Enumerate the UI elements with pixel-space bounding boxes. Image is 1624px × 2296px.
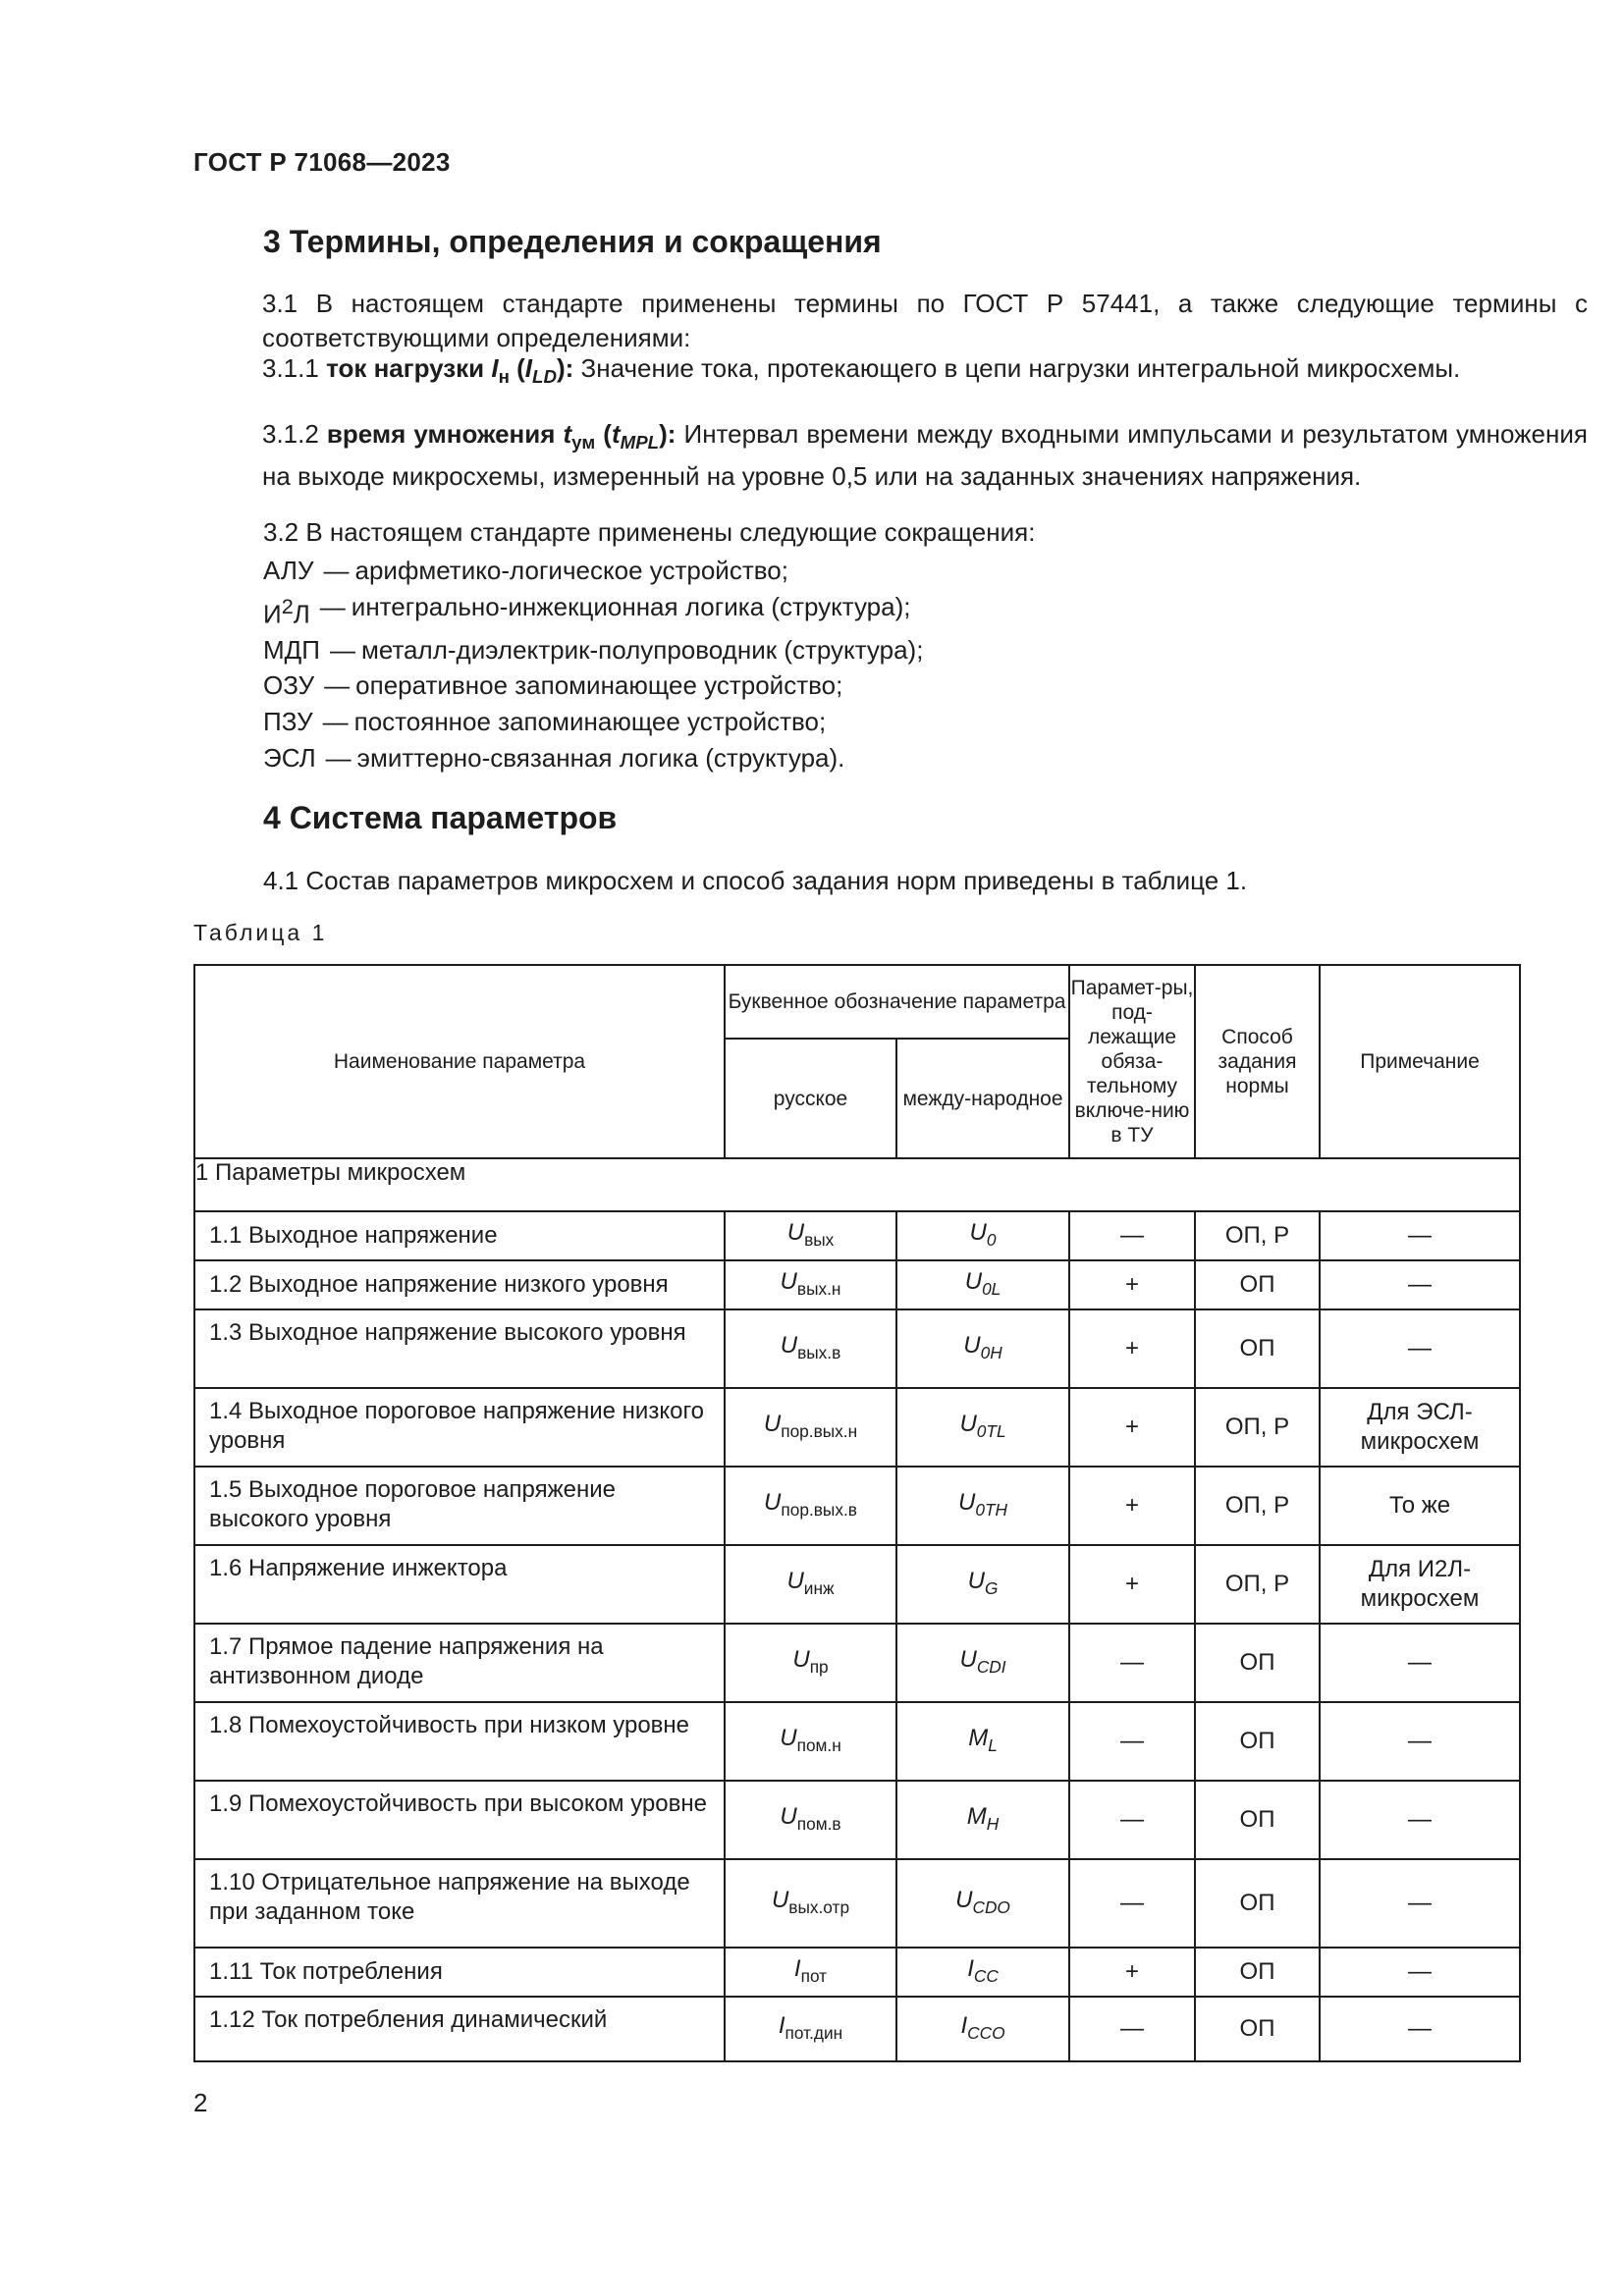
param-ru-symbol: $U_{пор.вых.н}$	[725, 1388, 896, 1467]
param-mandatory: +	[1069, 1545, 1195, 1624]
param-mandatory: +	[1069, 1260, 1195, 1309]
param-name: 1.1 Выходное напряжение	[194, 1211, 725, 1260]
param-note: —	[1320, 1781, 1520, 1859]
param-note: —	[1320, 1948, 1520, 1997]
param-ru-symbol: $U_{вых.н}$	[725, 1260, 896, 1309]
abbreviation-item: $И^2Л$ — интегрально-инжекционная логика (структура);	[263, 591, 911, 629]
table-group-row	[194, 1158, 1520, 1211]
table-row	[194, 1309, 1520, 1388]
param-mandatory: —	[1069, 1702, 1195, 1781]
table-row	[194, 1467, 1520, 1545]
paragraph-3-1: 3.1 В настоящем стандарте применены термины по ГОСТ Р 57441, а также следующие термины с соответствующими определениями:	[262, 289, 1588, 352]
param-method: ОП	[1195, 1859, 1320, 1948]
param-name: 1.10 Отрицательное напряжение на выходе при заданном токе	[194, 1859, 725, 1948]
table-row	[194, 1211, 1520, 1260]
param-ru-symbol: $U_{пр}$	[725, 1624, 896, 1702]
param-mandatory: —	[1069, 1211, 1195, 1260]
param-intl-symbol: $U_{CDI}$	[896, 1624, 1069, 1702]
param-ru-symbol: $U_{пом.н}$	[725, 1702, 896, 1781]
param-mandatory: —	[1069, 1624, 1195, 1702]
table-header-row	[194, 965, 1520, 1039]
header-name: Наименование параметра	[194, 965, 725, 1158]
param-method: ОП	[1195, 1702, 1320, 1781]
param-ru-symbol: $U_{вых.отр}$	[725, 1859, 896, 1948]
param-method: ОП	[1195, 1309, 1320, 1388]
table-row	[194, 1624, 1520, 1702]
param-intl-symbol: $U_{0TL}$	[896, 1388, 1069, 1467]
param-name: 1.12 Ток потребления динамический	[194, 1997, 725, 2061]
param-intl-symbol: $U_{0H}$	[896, 1309, 1069, 1388]
section-4-title: 4 Система параметров	[263, 800, 618, 835]
param-ru-symbol: $U_{вых}$	[725, 1211, 896, 1260]
param-mandatory: +	[1069, 1467, 1195, 1545]
abbreviation-list	[263, 553, 923, 775]
paragraph-3-2: 3.2 В настоящем стандарте применены следующие сокращения:	[263, 517, 1036, 547]
param-intl-symbol: $U_{CDO}$	[896, 1859, 1069, 1948]
paragraph-3-1-1	[193, 351, 1588, 394]
definition-text: Значение тока, протекающего в цепи нагрузки интегральной микросхемы.	[580, 353, 1461, 383]
table-row	[194, 1781, 1520, 1859]
param-intl-symbol: $I_{CCO}$	[896, 1997, 1069, 2061]
header-international: между-народное	[896, 1039, 1069, 1158]
param-method: ОП, Р	[1195, 1211, 1320, 1260]
param-ru-symbol: $U_{вых.в}$	[725, 1309, 896, 1388]
param-intl-symbol: $M_H$	[896, 1781, 1069, 1859]
param-intl-symbol: $U_{0L}$	[896, 1260, 1069, 1309]
param-note: —	[1320, 1859, 1520, 1948]
param-intl-symbol: $I_{CC}$	[896, 1948, 1069, 1997]
clause-number: 3.1.1	[262, 353, 319, 383]
abbreviation-item: АЛУ — арифметико-логическое устройство;	[263, 556, 788, 585]
page-number: 2	[193, 2088, 208, 2117]
param-method: ОП, Р	[1195, 1545, 1320, 1624]
abbreviation-item: ЭСЛ — эмиттерно-связанная логика (структура).	[263, 742, 845, 773]
param-mandatory: —	[1069, 1997, 1195, 2061]
parameters-table	[193, 964, 1521, 2062]
param-method: ОП	[1195, 1624, 1320, 1702]
param-note: —	[1320, 1260, 1520, 1309]
param-method: ОП, Р	[1195, 1388, 1320, 1467]
param-name: 1.6 Напряжение инжектора	[194, 1545, 725, 1624]
param-name: 1.7 Прямое падение напряжения на антизвонном диоде	[194, 1624, 725, 1702]
param-name: 1.11 Ток потребления	[194, 1948, 725, 1997]
abbreviation-item: ПЗУ — постоянное запоминающее устройство;	[263, 707, 827, 737]
param-mandatory: —	[1069, 1859, 1195, 1948]
header-mandatory: Парамет-ры, под-лежащие обяза-тельному включе-нию в ТУ	[1069, 965, 1195, 1158]
paragraph-3-1-2	[193, 417, 1588, 494]
param-ru-symbol: $U_{инж}$	[725, 1545, 896, 1624]
table-row	[194, 1545, 1520, 1624]
header-letter-designation: Буквенное обозначение параметра	[725, 965, 1069, 1039]
param-mandatory: +	[1069, 1309, 1195, 1388]
table-row	[194, 1859, 1520, 1948]
param-intl-symbol: $U_G$	[896, 1545, 1069, 1624]
param-note: То же	[1320, 1467, 1520, 1545]
term-multiplication-time: время умножения $t_{ум}$ $(t_{MPL})$:	[326, 419, 677, 453]
param-note: Для ЭСЛ-микросхем	[1320, 1388, 1520, 1467]
param-name: 1.3 Выходное напряжение высокого уровня	[194, 1309, 725, 1388]
param-method: ОП	[1195, 1997, 1320, 2061]
param-note: —	[1320, 1309, 1520, 1388]
param-method: ОП, Р	[1195, 1467, 1320, 1545]
param-mandatory: +	[1069, 1388, 1195, 1467]
param-note: —	[1320, 1702, 1520, 1781]
param-note: Для И2Л-микросхем	[1320, 1545, 1520, 1624]
table-row	[194, 1260, 1520, 1309]
definition-text: Интервал времени между входными импульсами и результатом умножения на выходе микросхемы, измеренный на уровне 0,5 или на заданных значениях напряжения.	[262, 419, 1588, 491]
param-ru-symbol: $I_{пот}$	[725, 1948, 896, 1997]
header-method: Способ задания нормы	[1195, 965, 1320, 1158]
clause-number: 3.1.2	[262, 419, 319, 449]
abbreviation-item: МДП — металл-диэлектрик-полупроводник (структура);	[263, 634, 924, 665]
page-header: ГОСТ Р 71068—2023	[193, 147, 451, 177]
header-note: Примечание	[1320, 965, 1520, 1158]
param-intl-symbol: $U_0$	[896, 1211, 1069, 1260]
param-note: —	[1320, 1997, 1520, 2061]
param-note: —	[1320, 1211, 1520, 1260]
table-row	[194, 1702, 1520, 1781]
param-ru-symbol: $U_{пом.в}$	[725, 1781, 896, 1859]
param-name: 1.9 Помехоустойчивость при высоком уровне	[194, 1781, 725, 1859]
param-mandatory: —	[1069, 1781, 1195, 1859]
param-method: ОП	[1195, 1781, 1320, 1859]
param-method: ОП	[1195, 1948, 1320, 1997]
table-row	[194, 1997, 1520, 2061]
table-row	[194, 1388, 1520, 1467]
abbreviation-item: ОЗУ — оперативное запоминающее устройство;	[263, 670, 843, 701]
term-load-current: ток нагрузки $I_н$ $(I_{LD})$:	[326, 353, 574, 387]
param-name: 1.4 Выходное пороговое напряжение низкого уровня	[194, 1388, 725, 1467]
param-intl-symbol: $M_L$	[896, 1702, 1069, 1781]
group-title: 1 Параметры микросхем	[194, 1158, 1520, 1211]
param-method: ОП	[1195, 1260, 1320, 1309]
param-mandatory: +	[1069, 1948, 1195, 1997]
param-name: 1.5 Выходное пороговое напряжение высокого уровня	[194, 1467, 725, 1545]
param-name: 1.8 Помехоустойчивость при низком уровне	[194, 1702, 725, 1781]
param-intl-symbol: $U_{0TH}$	[896, 1467, 1069, 1545]
param-name: 1.2 Выходное напряжение низкого уровня	[194, 1260, 725, 1309]
paragraph-4-1: 4.1 Состав параметров микросхем и способ задания норм приведены в таблице 1.	[263, 866, 1248, 895]
param-note: —	[1320, 1624, 1520, 1702]
section-3-title: 3 Термины, определения и сокращения	[263, 224, 882, 259]
param-ru-symbol: $U_{пор.вых.в}$	[725, 1467, 896, 1545]
table-row	[194, 1948, 1520, 1997]
param-ru-symbol: $I_{пот.дин}$	[725, 1997, 896, 2061]
table-caption: Таблица 1	[193, 920, 328, 945]
header-russian: русское	[725, 1039, 896, 1158]
